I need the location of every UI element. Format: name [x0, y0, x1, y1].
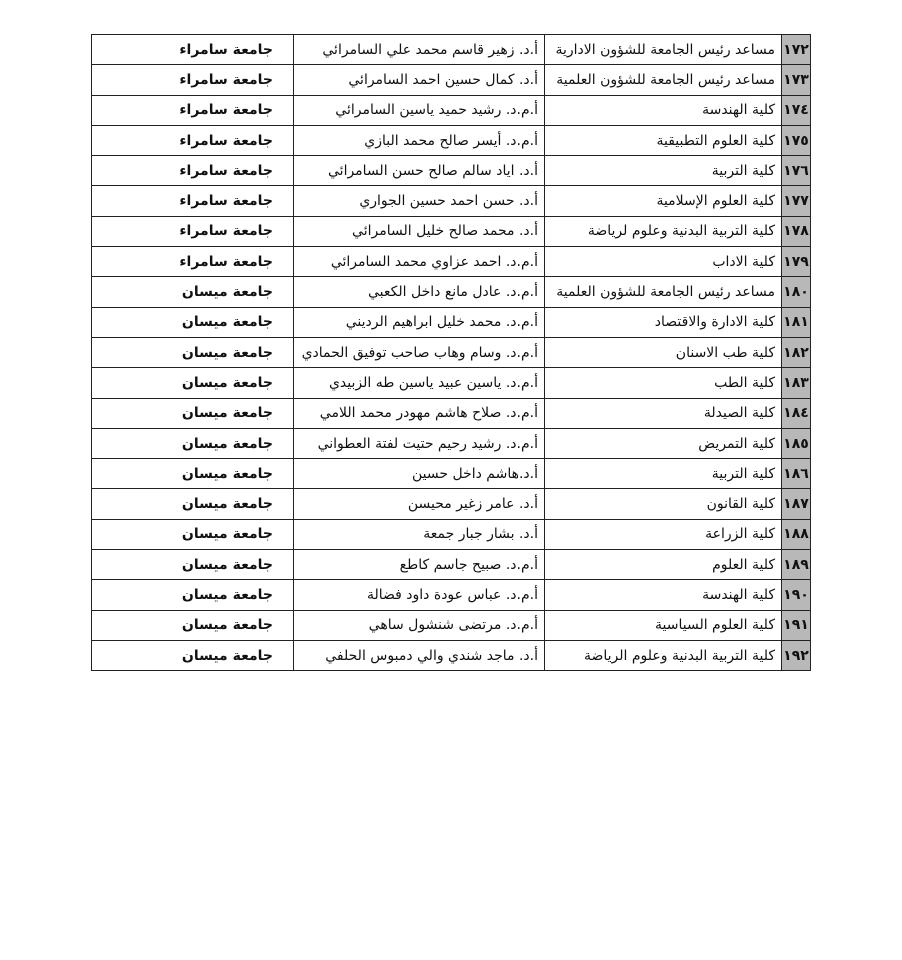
- college-cell: كلية التربية: [545, 156, 782, 186]
- university-cell: جامعة سامراء: [92, 216, 294, 246]
- college-cell: كلية العلوم التطبيقية: [545, 125, 782, 155]
- college-cell: كلية التربية البدنية وعلوم الرياضة: [545, 640, 782, 670]
- name-cell: أ.د.هاشم داخل حسين: [294, 459, 545, 489]
- college-cell: كلية الزراعة: [545, 519, 782, 549]
- row-number: ١٧٦: [782, 156, 811, 186]
- university-cell: جامعة سامراء: [92, 156, 294, 186]
- table-body: [92, 35, 811, 671]
- row-number: ١٩١: [782, 610, 811, 640]
- name-cell: أ.م.د. مرتضى شنشول ساهي: [294, 610, 545, 640]
- university-cell: جامعة ميسان: [92, 307, 294, 337]
- college-cell: كلية طب الاسنان: [545, 337, 782, 367]
- college-cell: كلية العلوم الإسلامية: [545, 186, 782, 216]
- university-cell: جامعة ميسان: [92, 550, 294, 580]
- table-row: [92, 640, 811, 670]
- college-cell: مساعد رئيس الجامعة للشؤون العلمية: [545, 277, 782, 307]
- table-row: [92, 247, 811, 277]
- name-cell: أ.د. بشار جبار جمعة: [294, 519, 545, 549]
- college-cell: كلية الهندسة: [545, 95, 782, 125]
- row-number: ١٨٠: [782, 277, 811, 307]
- college-cell: كلية القانون: [545, 489, 782, 519]
- name-cell: أ.د. ماجد شندي والي دمبوس الحلفي: [294, 640, 545, 670]
- table-row: [92, 489, 811, 519]
- university-cell: جامعة ميسان: [92, 580, 294, 610]
- college-cell: كلية التمريض: [545, 428, 782, 458]
- name-cell: أ.م.د. محمد خليل ابراهيم الرديني: [294, 307, 545, 337]
- college-cell: كلية العلوم: [545, 550, 782, 580]
- university-cell: جامعة سامراء: [92, 186, 294, 216]
- name-cell: أ.م.د. رشيد حميد ياسين السامرائي: [294, 95, 545, 125]
- row-number: ١٧٨: [782, 216, 811, 246]
- table-row: [92, 337, 811, 367]
- university-cell: جامعة ميسان: [92, 459, 294, 489]
- row-number: ١٨٤: [782, 398, 811, 428]
- table-row: [92, 277, 811, 307]
- college-cell: كلية الطب: [545, 368, 782, 398]
- row-number: ١٩٢: [782, 640, 811, 670]
- row-number: ١٨٣: [782, 368, 811, 398]
- name-cell: أ.د. اياد سالم صالح حسن السامرائي: [294, 156, 545, 186]
- row-number: ١٧٢: [782, 35, 811, 65]
- university-cell: جامعة ميسان: [92, 428, 294, 458]
- table-row: [92, 95, 811, 125]
- university-cell: جامعة سامراء: [92, 35, 294, 65]
- name-cell: أ.م.د. احمد عزاوي محمد السامرائي: [294, 247, 545, 277]
- college-cell: مساعد رئيس الجامعة للشؤون الادارية: [545, 35, 782, 65]
- row-number: ١٨١: [782, 307, 811, 337]
- university-cell: جامعة ميسان: [92, 398, 294, 428]
- table-row: [92, 459, 811, 489]
- college-cell: كلية التربية: [545, 459, 782, 489]
- officials-table: [91, 34, 811, 671]
- name-cell: أ.م.د. ياسين عبيد ياسين طه الزبيدي: [294, 368, 545, 398]
- row-number: ١٨٦: [782, 459, 811, 489]
- table-row: [92, 519, 811, 549]
- row-number: ١٧٧: [782, 186, 811, 216]
- name-cell: أ.م.د. صبيح جاسم كاطع: [294, 550, 545, 580]
- name-cell: أ.د. محمد صالح خليل السامرائي: [294, 216, 545, 246]
- table-row: [92, 35, 811, 65]
- table-row: [92, 398, 811, 428]
- name-cell: أ.م.د. أيسر صالح محمد البازي: [294, 125, 545, 155]
- university-cell: جامعة سامراء: [92, 247, 294, 277]
- college-cell: مساعد رئيس الجامعة للشؤون العلمية: [545, 65, 782, 95]
- row-number: ١٧٣: [782, 65, 811, 95]
- row-number: ١٨٢: [782, 337, 811, 367]
- university-cell: جامعة ميسان: [92, 640, 294, 670]
- row-number: ١٨٧: [782, 489, 811, 519]
- table-row: [92, 186, 811, 216]
- name-cell: أ.م.د. صلاح هاشم مهودر محمد اللامي: [294, 398, 545, 428]
- name-cell: أ.د. حسن احمد حسين الجواري: [294, 186, 545, 216]
- table-row: [92, 65, 811, 95]
- college-cell: كلية الادارة والاقتصاد: [545, 307, 782, 337]
- college-cell: كلية التربية البدنية وعلوم لرياضة: [545, 216, 782, 246]
- table-row: [92, 550, 811, 580]
- table-row: [92, 216, 811, 246]
- table-row: [92, 368, 811, 398]
- row-number: ١٨٩: [782, 550, 811, 580]
- row-number: ١٩٠: [782, 580, 811, 610]
- university-cell: جامعة ميسان: [92, 277, 294, 307]
- university-cell: جامعة سامراء: [92, 95, 294, 125]
- university-cell: جامعة سامراء: [92, 125, 294, 155]
- university-cell: جامعة ميسان: [92, 519, 294, 549]
- table-row: [92, 610, 811, 640]
- university-cell: جامعة ميسان: [92, 610, 294, 640]
- name-cell: أ.م.د. وسام وهاب صاحب توفيق الحمادي: [294, 337, 545, 367]
- university-cell: جامعة ميسان: [92, 368, 294, 398]
- name-cell: أ.م.د. عادل مانع داخل الكعبي: [294, 277, 545, 307]
- university-cell: جامعة ميسان: [92, 489, 294, 519]
- college-cell: كلية العلوم السياسية: [545, 610, 782, 640]
- table-row: [92, 580, 811, 610]
- row-number: ١٧٥: [782, 125, 811, 155]
- name-cell: أ.م.د. رشيد رحيم حتيت لفتة العطواني: [294, 428, 545, 458]
- table-row: [92, 125, 811, 155]
- college-cell: كلية الاداب: [545, 247, 782, 277]
- college-cell: كلية الصيدلة: [545, 398, 782, 428]
- name-cell: أ.م.د. عباس عودة داود فضالة: [294, 580, 545, 610]
- row-number: ١٨٥: [782, 428, 811, 458]
- row-number: ١٨٨: [782, 519, 811, 549]
- college-cell: كلية الهندسة: [545, 580, 782, 610]
- university-cell: جامعة ميسان: [92, 337, 294, 367]
- name-cell: أ.د. عامر زغير محيسن: [294, 489, 545, 519]
- university-cell: جامعة سامراء: [92, 65, 294, 95]
- row-number: ١٧٩: [782, 247, 811, 277]
- table-row: [92, 307, 811, 337]
- table-row: [92, 156, 811, 186]
- name-cell: أ.د. كمال حسين احمد السامرائي: [294, 65, 545, 95]
- row-number: ١٧٤: [782, 95, 811, 125]
- table-row: [92, 428, 811, 458]
- name-cell: أ.د. زهير قاسم محمد علي السامرائي: [294, 35, 545, 65]
